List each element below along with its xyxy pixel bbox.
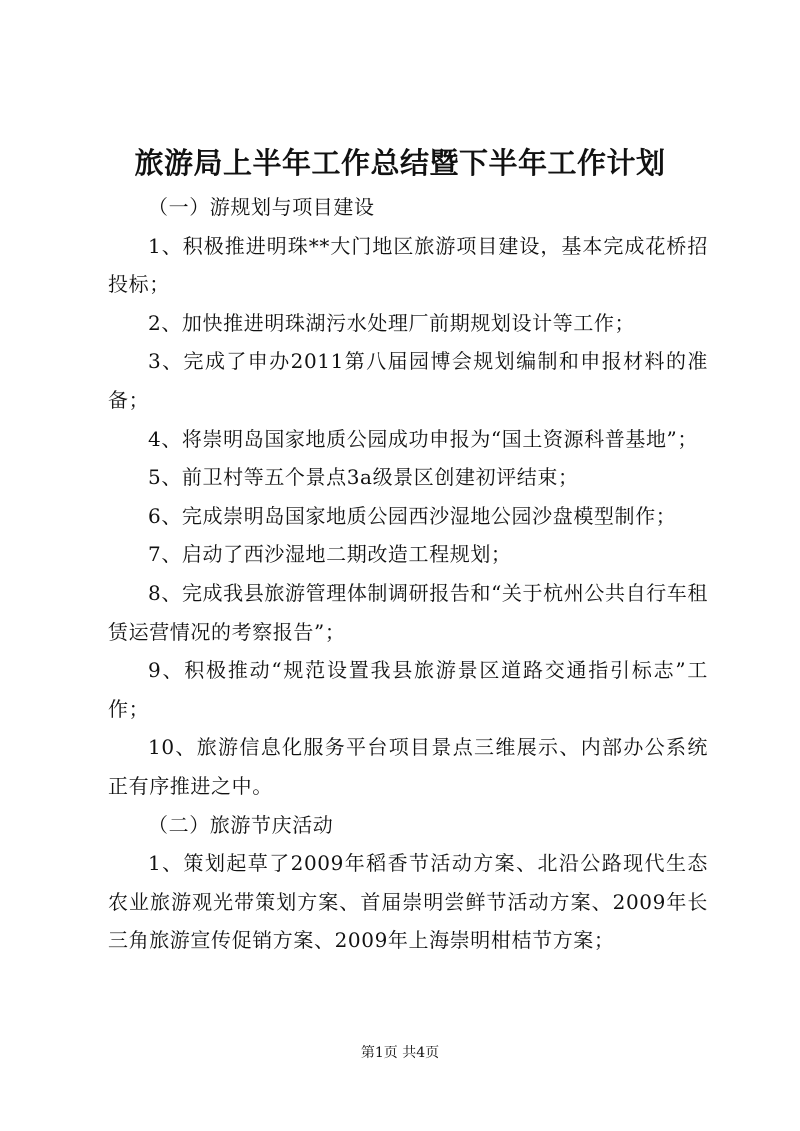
paragraph-item: 1、积极推进明珠**大门地区旅游项目建设，基本完成花桥招投标；	[108, 233, 708, 297]
paragraph-item: 9、积极推动“规范设置我县旅游景区道路交通指引标志”工作；	[108, 658, 708, 721]
paragraph-item: 5、前卫村等五个景点3a级景区创建初评结束；	[148, 465, 579, 490]
paragraph-item: 3、完成了申办2011第八届园博会规划编制和申报材料的准备；	[108, 349, 708, 412]
paragraph-item: 7、启动了西沙湿地二期改造工程规划；	[148, 542, 512, 567]
document-body	[108, 188, 708, 960]
section-heading-festivals: （二）旅游节庆活动	[148, 812, 334, 837]
page-number-footer: 第1页 共4页	[360, 1045, 440, 1061]
document-title: 旅游局上半年工作总结暨下半年工作计划	[134, 146, 666, 180]
paragraph-item: 10、旅游信息化服务平台项目景点三维展示、内部办公系统正有序推进之中。	[108, 735, 708, 798]
section-heading-planning: （一）游规划与项目建设	[148, 195, 375, 219]
paragraph-item: 1、策划起草了2009年稻香节活动方案、北沿公路现代生态农业旅游观光带策划方案、首届崇明尝鲜节活动方案、2009年长三角旅游宣传促销方案、2009年上海崇明柑桔节方案；	[108, 851, 708, 953]
paragraph-item: 4、将崇明岛国家地质公园成功申报为“国土资源科普基地”；	[148, 426, 698, 451]
paragraph-item: 6、完成崇明岛国家地质公园西沙湿地公园沙盘模型制作；	[148, 503, 677, 528]
paragraph-item: 8、完成我县旅游管理体制调研报告和“关于杭州公共自行车租赁运营情况的考察报告”；	[108, 580, 708, 644]
paragraph-item: 2、加快推进明珠湖污水处理厂前期规划设计等工作；	[148, 310, 636, 335]
